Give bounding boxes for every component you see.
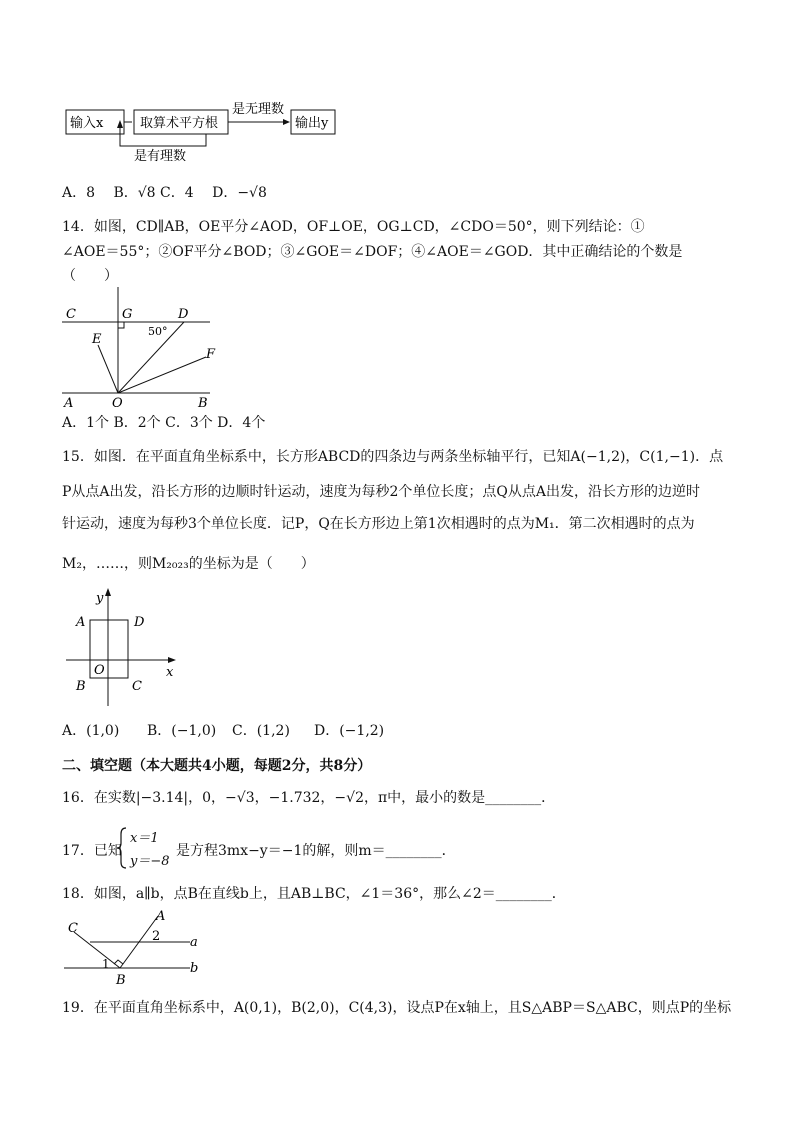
q15-line2: P从点A出发，沿长方形的边顺时针运动，速度为每秒2个单位长度；点Q从点A出发，沿长方形的边逆时 [62,484,701,500]
q14-options: A．1个 B．2个 C．3个 D．4个 [62,415,266,431]
q15-option-a: A．(1,0) [62,723,120,739]
q15-figure [62,586,192,711]
q15-line4: M₂，……，则M₂₀₂₃的坐标为是（ ） [62,556,315,572]
q14-label-c: C [66,307,76,322]
q14-figure [60,285,230,410]
flow-input-text: 输入x [70,116,104,131]
q18-label-line-b: b [190,961,199,976]
flow-output-text: 输出y [295,116,329,131]
section2-title: 二、填空题（本大题共4小题，每题2分，共8分） [62,758,372,774]
q17-eq1: x＝1 [130,831,159,846]
flow-process-text: 取算术平方根 [140,116,219,131]
q18-angle-2: 2 [152,929,161,944]
q15-line1: 15．如图．在平面直角坐标系中，长方形ABCD的四条边与两条坐标轴平行，已知A(−1,2)，C(1,−1)．点 [62,449,724,465]
q15-label-x: x [166,665,174,680]
q18-label-b: B [116,973,126,988]
flow-rational-text: 是有理数 [134,149,187,164]
q14-label-o: O [112,396,123,411]
q14-label-e: E [92,332,102,347]
q14-label-b: B [198,396,208,411]
q18-figure [62,906,212,986]
q15-option-d: D．(−1,2) [314,723,385,739]
q16-text: 16．在实数|−3.14|，0，−√3，−1.732，−√2，π中，最小的数是________． [62,790,556,806]
q15-label-a: A [76,615,86,630]
q14-stem-line2: ∠AOE＝55°；②OF平分∠BOD；③∠GOE＝∠DOF；④∠AOE＝∠GOD．其中正确结论的个数是 [62,244,683,260]
q14-label-a: A [64,396,74,411]
q17-prefix: 17．已知 [62,843,122,859]
q18-text: 18．如图，a∥b，点B在直线b上，且AB⊥BC，∠1＝36°，那么∠2＝________． [62,886,566,902]
q15-label-y: y [96,591,104,606]
q14-paren: （ ） [62,268,118,284]
q13-options: A．8 B．√8 C．4 D．−√8 [62,185,267,201]
q15-line3: 针运动，速度为每秒3个单位长度．记P，Q在长方形边上第1次相遇时的点为M₁．第二次相遇时的点为 [62,516,695,532]
q15-option-b: B．(−1,0) [147,723,217,739]
q18-label-line-a: a [190,935,198,950]
q14-stem-line1: 14．如图，CD∥AB，OE平分∠AOD，OF⊥OE，OG⊥CD，∠CDO＝50°，则下列结论：① [62,219,645,235]
q14-label-f: F [206,347,216,362]
q15-option-c: C．(1,2) [232,723,290,739]
q18-angle-1: 1 [102,957,110,971]
q17-brace [116,826,128,870]
q19-text: 19．在平面直角坐标系中，A(0,1)，B(2,0)，C(4,3)，设点P在x轴上，且S△ABP＝S△ABC，则点P的坐标 [62,1000,732,1016]
q17-eq2: y＝−8 [130,854,170,869]
q15-label-d: D [134,615,145,630]
q18-label-a: A [156,909,166,924]
q14-angle-50: 50° [148,325,168,338]
flow-irrational-text: 是无理数 [232,102,285,117]
q15-label-c: C [132,679,142,694]
q18-label-c: C [68,921,78,936]
q13-flowchart [60,98,360,164]
q14-label-g: G [122,307,133,322]
q17-suffix: 是方程3mx−y＝−1的解，则m＝________． [176,843,456,859]
q15-label-b: B [76,679,86,694]
q15-label-o: O [94,663,105,678]
q14-label-d: D [178,307,189,322]
